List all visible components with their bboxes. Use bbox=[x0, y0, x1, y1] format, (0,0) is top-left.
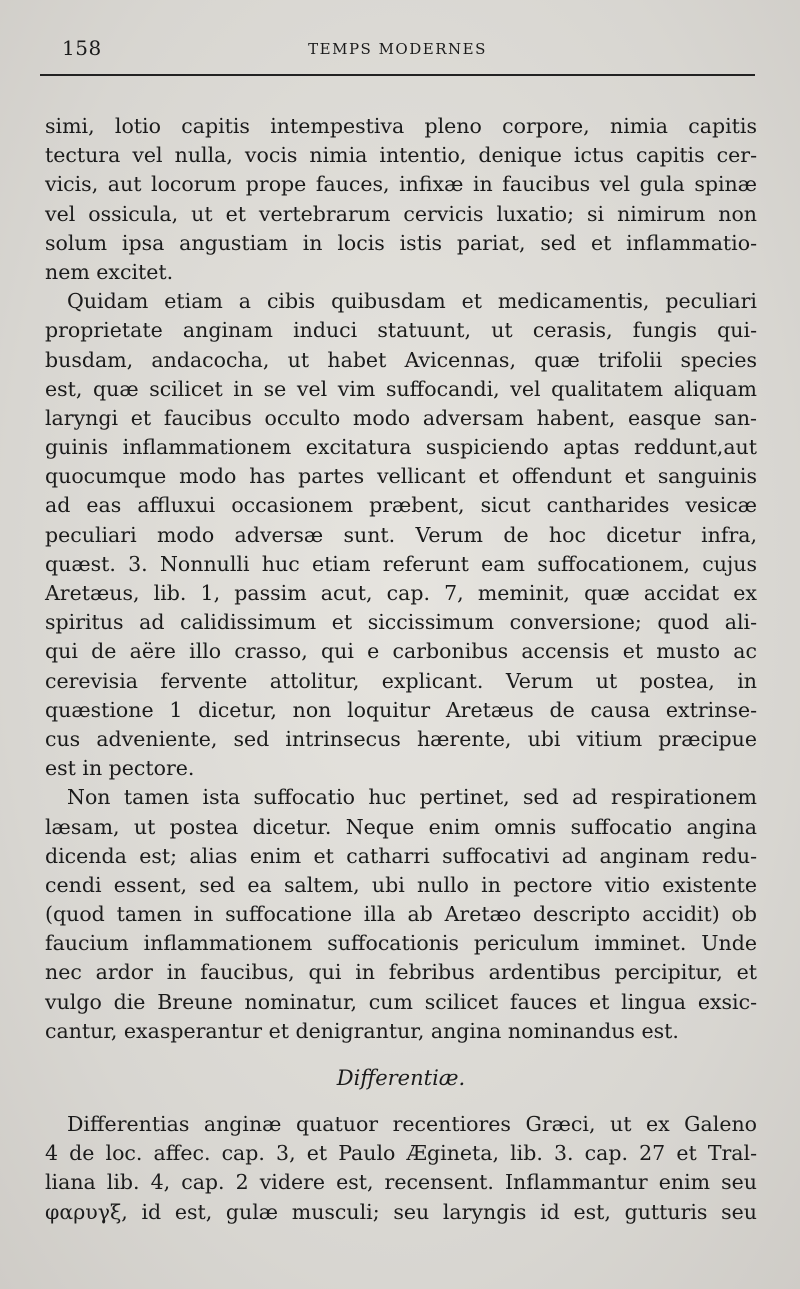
text-line: Quidam etiam a cibis quibusdam et medicamentis, peculiari bbox=[67, 289, 757, 314]
paragraph-2 bbox=[45, 287, 757, 783]
text-line: faucium inflammationem suffocationis periculum imminet. Unde bbox=[45, 931, 757, 956]
text-line: peculiari modo adversæ sunt. Verum de hoc dicetur infra, bbox=[45, 522, 757, 547]
text-line: Differentias anginæ quatuor recentiores Græci, ut ex Galeno bbox=[67, 1112, 757, 1136]
text-line: 4 de loc. affec. cap. 3, et Paulo Ægineta, lib. 3. cap. 27 et Tral- bbox=[45, 1141, 757, 1166]
text-line: qui de aëre illo crasso, qui e carbonibus accensis et musto ac bbox=[45, 639, 757, 664]
text-line: solum ipsa angustiam in locis istis pariat, sed et inflammatio- bbox=[45, 230, 757, 255]
text-line: simi, lotio capitis intempestiva pleno corpore, nimia capitis bbox=[45, 114, 757, 138]
text-line: ad eas affluxui occasionem præbent, sicut cantharides vesicæ bbox=[45, 493, 757, 518]
text-line: vulgo die Breune nominatur, cum scilicet fauces et lingua exsic- bbox=[45, 989, 757, 1014]
text-line: quocumque modo has partes vellicant et offendunt et sanguinis bbox=[45, 464, 757, 489]
text-line: (quod tamen in suffocatione illa ab Aretæo descripto accidit) ob bbox=[45, 902, 757, 927]
page-header bbox=[40, 34, 755, 64]
text-line: quæst. 3. Nonnulli huc etiam referunt eam suffocationem, cujus bbox=[45, 551, 757, 576]
text-line: cus adveniente, sed intrinsecus hærente, ubi vitium præcipue bbox=[45, 726, 757, 751]
text-line: laryngi et faucibus occulto modo adversam habent, easque san- bbox=[45, 405, 757, 430]
text-line: Aretæus, lib. 1, passim acut, cap. 7, meminit, quæ accidat ex bbox=[45, 581, 757, 605]
text-line: quæstione 1 dicetur, non loquitur Aretæus de causa extrinse- bbox=[45, 697, 757, 722]
text-line: vicis, aut locorum prope fauces, infixæ in faucibus vel gula spinæ bbox=[45, 172, 757, 197]
paragraph-1 bbox=[45, 112, 757, 287]
text-line: liana lib. 4, cap. 2 videre est, recensent. Inflammantur enim seu bbox=[45, 1170, 757, 1195]
text-line: guinis inflammationem excitatura suspiciendo aptas reddunt,aut bbox=[45, 435, 757, 460]
paragraph-4 bbox=[45, 1110, 757, 1227]
text-line: cantur, exasperantur et denigrantur, angina nominandus est. bbox=[45, 1018, 679, 1043]
text-line: læsam, ut postea dicetur. Neque enim omnis suffocatio angina bbox=[45, 814, 757, 839]
text-line: φαρυγξ, id est, gulæ musculi; seu laryngis id est, gutturis seu bbox=[45, 1199, 757, 1224]
text-line: proprietate anginam induci statuunt, ut cerasis, fungis qui- bbox=[45, 318, 757, 343]
section-heading: Differentiæ. bbox=[336, 1066, 466, 1090]
running-title: TEMPS MODERNES bbox=[308, 40, 487, 58]
text-line: dicenda est; alias enim et catharri suffocativi ad anginam redu- bbox=[45, 843, 757, 868]
text-line: nem excitet. bbox=[45, 259, 174, 284]
text-line: est in pectore. bbox=[45, 756, 195, 781]
text-line: vel ossicula, ut et vertebrarum cervicis luxatio; si nimirum non bbox=[45, 201, 757, 226]
text-line: cerevisia fervente attolitur, explicant. Verum ut postea, in bbox=[45, 668, 757, 693]
header-rule bbox=[40, 74, 755, 76]
text-line: nec ardor in faucibus, qui in febribus ardentibus percipitur, et bbox=[45, 960, 757, 985]
text-line: est, quæ scilicet in se vel vim suffocandi, vel qualitatem aliquam bbox=[45, 376, 757, 401]
text-line: cendi essent, sed ea saltem, ubi nullo in pectore vitio existente bbox=[45, 872, 757, 897]
text-line: busdam, andacocha, ut habet Avicennas, quæ trifolii species bbox=[45, 347, 757, 372]
paragraph-3 bbox=[45, 783, 757, 1046]
page-number: 158 bbox=[62, 36, 102, 60]
text-line: spiritus ad calidissimum et siccissimum conversione; quod ali- bbox=[45, 610, 757, 635]
body-text bbox=[45, 112, 757, 1227]
text-line: tectura vel nulla, vocis nimia intentio, denique ictus capitis cer- bbox=[45, 143, 757, 168]
text-line: Non tamen ista suffocatio huc pertinet, sed ad respirationem bbox=[67, 785, 757, 810]
